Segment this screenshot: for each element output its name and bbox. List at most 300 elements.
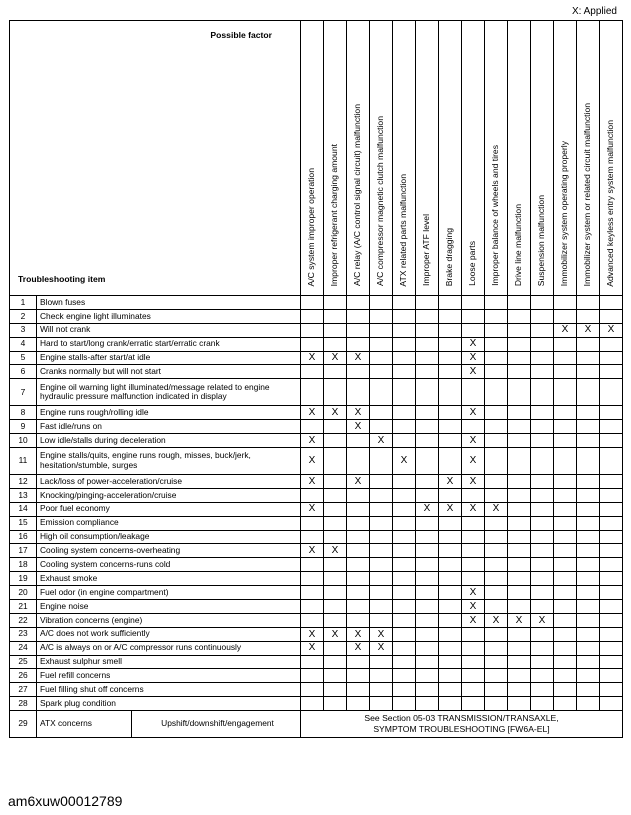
factor-label: A/C relay (A/C control signal circuit) malfunction (352, 104, 363, 287)
factor-cell (393, 296, 416, 310)
factor-cell (347, 544, 370, 558)
table-row (10, 296, 623, 310)
factor-cell (554, 544, 577, 558)
applied-mark: X (301, 544, 324, 558)
factor-cell (301, 296, 324, 310)
factor-cell (485, 323, 508, 337)
table-row (10, 613, 623, 627)
applied-mark: X (462, 613, 485, 627)
factor-cell (554, 586, 577, 600)
factor-cell (531, 488, 554, 502)
factor-cell (370, 365, 393, 379)
factor-header-9 (485, 21, 508, 296)
factor-label: Improper refrigerant charging amount (329, 143, 340, 287)
row-item: Hard to start/long crank/erratic start/erratic crank (37, 337, 301, 351)
factor-cell (416, 516, 439, 530)
factor-cell (508, 544, 531, 558)
factor-cell (485, 475, 508, 489)
factor-header-8 (462, 21, 485, 296)
row-number: 20 (10, 586, 37, 600)
factor-cell (416, 530, 439, 544)
factor-cell (600, 572, 623, 586)
factor-cell (531, 641, 554, 655)
factor-cell (577, 544, 600, 558)
row-item: A/C does not work sufficiently (37, 627, 301, 641)
see-section-note (301, 711, 623, 738)
row-item: Knocking/pinging-acceleration/cruise (37, 488, 301, 502)
factor-cell (416, 572, 439, 586)
factor-cell (347, 516, 370, 530)
factor-cell (393, 488, 416, 502)
factor-header-1 (301, 21, 324, 296)
factor-cell (508, 586, 531, 600)
factor-cell (508, 697, 531, 711)
factor-cell (439, 669, 462, 683)
factor-cell (600, 434, 623, 448)
factor-cell (577, 448, 600, 475)
applied-mark: X (462, 351, 485, 365)
table-row (10, 488, 623, 502)
table-row (10, 627, 623, 641)
factor-cell (600, 683, 623, 697)
factor-cell (577, 600, 600, 614)
factor-cell (485, 697, 508, 711)
factor-cell (370, 530, 393, 544)
applied-mark: X (347, 420, 370, 434)
factor-cell (554, 488, 577, 502)
factor-cell (600, 296, 623, 310)
row-number: 6 (10, 365, 37, 379)
row-item: Lack/loss of power-acceleration/cruise (37, 475, 301, 489)
row-number: 12 (10, 475, 37, 489)
applied-mark: X (462, 337, 485, 351)
factor-cell (393, 351, 416, 365)
factor-cell (600, 627, 623, 641)
factor-cell (324, 530, 347, 544)
factor-cell (577, 337, 600, 351)
factor-cell (393, 475, 416, 489)
factor-cell (393, 600, 416, 614)
factor-cell (393, 323, 416, 337)
factor-cell (439, 516, 462, 530)
factor-cell (393, 420, 416, 434)
row-item: Will not crank (37, 323, 301, 337)
factor-cell (439, 379, 462, 406)
factor-label: Immobilizer system operating properly (559, 141, 570, 287)
factor-cell (600, 641, 623, 655)
factor-cell (416, 697, 439, 711)
factor-cell (508, 683, 531, 697)
factor-cell (370, 544, 393, 558)
table-row (10, 572, 623, 586)
applied-mark: X (301, 434, 324, 448)
factor-cell (531, 530, 554, 544)
applied-mark: X (439, 502, 462, 516)
factor-cell (347, 697, 370, 711)
row-item: Fuel filling shut off concerns (37, 683, 301, 697)
factor-cell (600, 613, 623, 627)
factor-cell (462, 558, 485, 572)
factor-cell (370, 586, 393, 600)
factor-cell (347, 309, 370, 323)
factor-cell (485, 434, 508, 448)
row-number: 8 (10, 406, 37, 420)
factor-cell (301, 516, 324, 530)
factor-cell (324, 296, 347, 310)
factor-cell (370, 475, 393, 489)
factor-cell (301, 613, 324, 627)
factor-cell (531, 683, 554, 697)
applied-mark: X (324, 351, 347, 365)
applied-mark: X (370, 434, 393, 448)
factor-cell (416, 683, 439, 697)
factor-label: A/C system improper operation (306, 167, 317, 287)
factor-cell (439, 683, 462, 697)
factor-cell (324, 475, 347, 489)
table-row (10, 420, 623, 434)
factor-cell (462, 641, 485, 655)
factor-cell (577, 530, 600, 544)
factor-cell (393, 669, 416, 683)
factor-cell (554, 406, 577, 420)
applied-mark: X (347, 627, 370, 641)
factor-cell (301, 420, 324, 434)
factor-cell (462, 683, 485, 697)
factor-cell (347, 379, 370, 406)
factor-label: Advanced keyless entry system malfunction (605, 119, 616, 287)
factor-cell (370, 296, 393, 310)
factor-cell (416, 434, 439, 448)
factor-header-3 (347, 21, 370, 296)
factor-cell (554, 516, 577, 530)
factor-cell (485, 558, 508, 572)
factor-cell (416, 323, 439, 337)
row-number: 19 (10, 572, 37, 586)
table-row (10, 434, 623, 448)
row-item: Engine stalls-after start/at idle (37, 351, 301, 365)
factor-cell (393, 516, 416, 530)
factor-cell (439, 613, 462, 627)
factor-cell (347, 296, 370, 310)
row-subitem: Upshift/downshift/engagement (132, 711, 301, 738)
row-number: 7 (10, 379, 37, 406)
row-item: Poor fuel economy (37, 502, 301, 516)
factor-cell (416, 337, 439, 351)
factor-cell (600, 558, 623, 572)
row-number: 26 (10, 669, 37, 683)
factor-cell (393, 627, 416, 641)
factor-cell (324, 420, 347, 434)
factor-cell (577, 420, 600, 434)
factor-cell (439, 572, 462, 586)
header-corner-cell (10, 21, 301, 296)
factor-cell (416, 641, 439, 655)
factor-cell (508, 337, 531, 351)
row-number: 16 (10, 530, 37, 544)
factor-cell (439, 434, 462, 448)
factor-cell (324, 516, 347, 530)
factor-cell (485, 586, 508, 600)
row-number: 2 (10, 309, 37, 323)
factor-cell (324, 683, 347, 697)
factor-cell (485, 351, 508, 365)
table-row (10, 655, 623, 669)
factor-cell (485, 309, 508, 323)
table-row (10, 351, 623, 365)
row-number: 24 (10, 641, 37, 655)
row-item: Fast idle/runs on (37, 420, 301, 434)
row-item: Low idle/stalls during deceleration (37, 434, 301, 448)
applied-mark: X (485, 613, 508, 627)
factor-cell (324, 613, 347, 627)
factor-cell (416, 558, 439, 572)
table-row (10, 475, 623, 489)
factor-cell (324, 697, 347, 711)
factor-cell (554, 613, 577, 627)
table-row (10, 683, 623, 697)
factor-cell (554, 365, 577, 379)
applied-mark: X (301, 351, 324, 365)
row-number: 1 (10, 296, 37, 310)
row-item: Check engine light illuminates (37, 309, 301, 323)
factor-header-4 (370, 21, 393, 296)
factor-cell (577, 627, 600, 641)
factor-cell (485, 530, 508, 544)
row-number: 9 (10, 420, 37, 434)
factor-cell (370, 337, 393, 351)
factor-cell (485, 641, 508, 655)
factor-cell (393, 641, 416, 655)
factor-cell (508, 627, 531, 641)
factor-cell (485, 296, 508, 310)
applied-mark: X (324, 627, 347, 641)
factor-cell (485, 655, 508, 669)
factor-cell (577, 502, 600, 516)
factor-cell (416, 365, 439, 379)
row-item: Fuel refill concerns (37, 669, 301, 683)
factor-cell (347, 655, 370, 669)
factor-cell (324, 337, 347, 351)
applied-mark: X (301, 406, 324, 420)
table-row (10, 309, 623, 323)
factor-cell (301, 309, 324, 323)
factor-cell (347, 586, 370, 600)
factor-cell (508, 420, 531, 434)
factor-cell (508, 641, 531, 655)
factor-cell (485, 572, 508, 586)
factor-cell (485, 420, 508, 434)
factor-cell (416, 613, 439, 627)
applied-mark: X (370, 627, 393, 641)
factor-cell (508, 488, 531, 502)
factor-label: Improper ATF level (421, 214, 432, 287)
factor-cell (370, 683, 393, 697)
applied-mark: X (439, 475, 462, 489)
factor-cell (485, 544, 508, 558)
factor-cell (577, 641, 600, 655)
factor-cell (577, 296, 600, 310)
factor-cell (531, 309, 554, 323)
table-row (10, 544, 623, 558)
factor-cell (508, 475, 531, 489)
factor-cell (301, 337, 324, 351)
troubleshooting-item-label: Troubleshooting item (18, 274, 106, 285)
table-row (10, 502, 623, 516)
applied-mark: X (301, 627, 324, 641)
factor-cell (485, 379, 508, 406)
row-item: Vibration concerns (engine) (37, 613, 301, 627)
applied-mark: X (554, 323, 577, 337)
row-item: Cooling system concerns-overheating (37, 544, 301, 558)
factor-cell (301, 572, 324, 586)
factor-header-6 (416, 21, 439, 296)
row-number: 14 (10, 502, 37, 516)
factor-cell (393, 655, 416, 669)
factor-cell (416, 351, 439, 365)
factor-cell (416, 600, 439, 614)
factor-cell (600, 488, 623, 502)
factor-cell (554, 351, 577, 365)
factor-cell (439, 351, 462, 365)
factor-cell (554, 641, 577, 655)
factor-cell (324, 655, 347, 669)
factor-cell (577, 488, 600, 502)
factor-cell (439, 655, 462, 669)
table-row (10, 641, 623, 655)
factor-cell (416, 296, 439, 310)
factor-cell (416, 379, 439, 406)
factor-cell (600, 448, 623, 475)
factor-cell (393, 406, 416, 420)
factor-cell (347, 488, 370, 502)
factor-cell (393, 572, 416, 586)
factor-cell (554, 420, 577, 434)
row-item: Exhaust sulphur smell (37, 655, 301, 669)
factor-header-14 (600, 21, 623, 296)
factor-cell (324, 434, 347, 448)
applied-mark: X (485, 502, 508, 516)
factor-cell (393, 697, 416, 711)
factor-cell (324, 586, 347, 600)
row-item: Engine stalls/quits, engine runs rough, misses, buck/jerk, hesitation/stumble, surges (37, 448, 301, 475)
factor-cell (462, 544, 485, 558)
factor-cell (416, 627, 439, 641)
factor-cell (554, 434, 577, 448)
table-row (10, 697, 623, 711)
factor-cell (393, 365, 416, 379)
factor-cell (370, 448, 393, 475)
factor-cell (301, 558, 324, 572)
factor-cell (531, 448, 554, 475)
factor-cell (347, 365, 370, 379)
factor-label: Immobilizer system or related circuit malfunction (582, 102, 593, 287)
row-item: Cooling system concerns-runs cold (37, 558, 301, 572)
factor-cell (531, 586, 554, 600)
table-row-atx (10, 711, 623, 738)
factor-cell (301, 669, 324, 683)
factor-cell (531, 600, 554, 614)
factor-cell (554, 558, 577, 572)
row-item: Cranks normally but will not start (37, 365, 301, 379)
row-number: 29 (10, 711, 37, 738)
factor-cell (416, 488, 439, 502)
factor-cell (347, 613, 370, 627)
factor-cell (600, 669, 623, 683)
factor-cell (370, 502, 393, 516)
row-number: 13 (10, 488, 37, 502)
table-row (10, 365, 623, 379)
factor-cell (554, 600, 577, 614)
factor-cell (554, 669, 577, 683)
factor-cell (462, 296, 485, 310)
factor-cell (485, 669, 508, 683)
factor-cell (462, 309, 485, 323)
factor-cell (439, 448, 462, 475)
table-row (10, 406, 623, 420)
factor-cell (508, 558, 531, 572)
factor-cell (600, 697, 623, 711)
factor-cell (600, 655, 623, 669)
factor-cell (324, 558, 347, 572)
factor-cell (531, 475, 554, 489)
factor-cell (347, 323, 370, 337)
factor-cell (439, 544, 462, 558)
factor-cell (416, 406, 439, 420)
factor-cell (577, 613, 600, 627)
table-row (10, 530, 623, 544)
factor-cell (531, 627, 554, 641)
factor-cell (393, 434, 416, 448)
row-number: 23 (10, 627, 37, 641)
factor-cell (600, 502, 623, 516)
table-row (10, 600, 623, 614)
factor-cell (370, 613, 393, 627)
factor-cell (485, 516, 508, 530)
factor-cell (439, 365, 462, 379)
factor-cell (554, 379, 577, 406)
factor-cell (554, 530, 577, 544)
factor-cell (577, 475, 600, 489)
factor-cell (370, 558, 393, 572)
header-row (10, 21, 623, 296)
factor-label: Loose parts (467, 241, 478, 287)
factor-cell (439, 641, 462, 655)
applied-mark: X (416, 502, 439, 516)
factor-cell (439, 600, 462, 614)
factor-cell (370, 697, 393, 711)
note-line-1: See Section 05-03 TRANSMISSION/TRANSAXLE, (364, 713, 559, 724)
factor-cell (462, 669, 485, 683)
factor-cell (462, 655, 485, 669)
factor-cell (508, 502, 531, 516)
row-item: Engine runs rough/rolling idle (37, 406, 301, 420)
factor-cell (485, 600, 508, 614)
legend-applied: X: Applied (571, 6, 617, 17)
factor-cell (439, 488, 462, 502)
factor-cell (554, 309, 577, 323)
factor-cell (600, 420, 623, 434)
factor-cell (577, 406, 600, 420)
factor-cell (324, 641, 347, 655)
factor-cell (531, 544, 554, 558)
factor-cell (416, 544, 439, 558)
row-number: 11 (10, 448, 37, 475)
row-item: Fuel odor (in engine compartment) (37, 586, 301, 600)
factor-cell (462, 530, 485, 544)
factor-label: Suspension malfunction (536, 195, 547, 287)
applied-mark: X (393, 448, 416, 475)
factor-cell (577, 434, 600, 448)
